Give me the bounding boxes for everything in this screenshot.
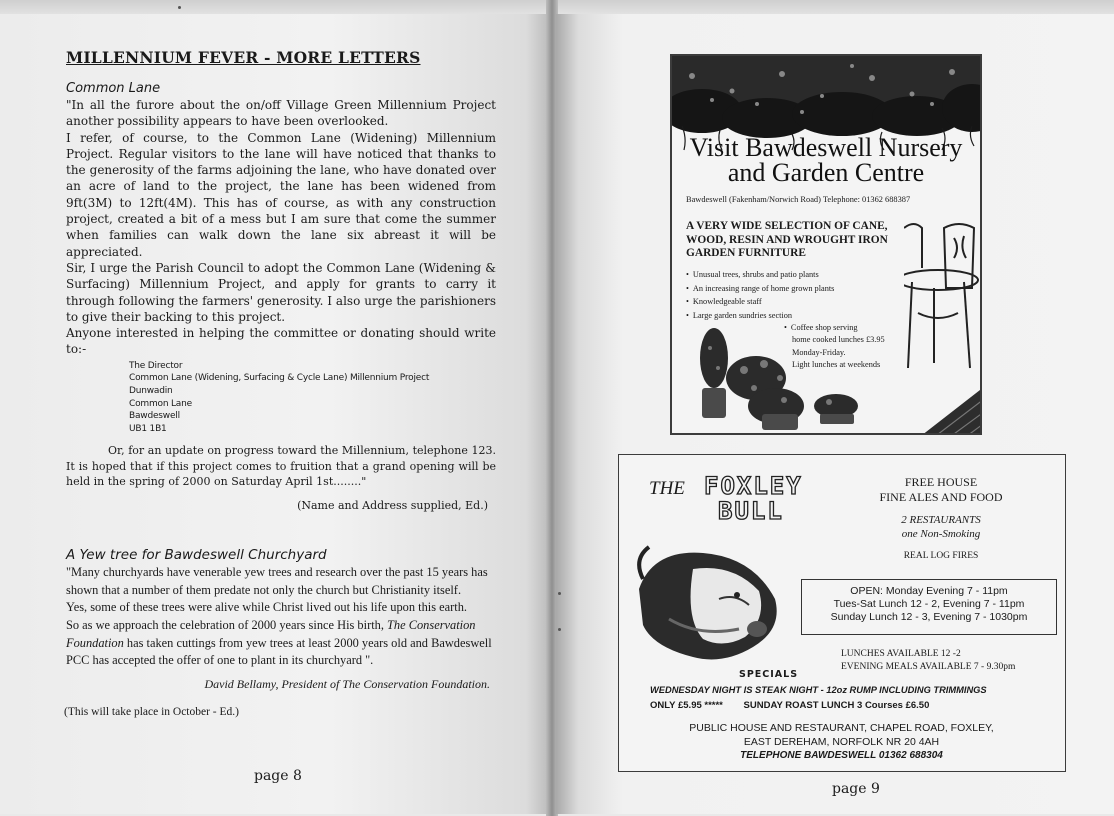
feature-item: • Knowledgeable staff — [686, 295, 834, 309]
text-run: So as we approach the celebration of 2000 years since His birth, — [66, 617, 388, 632]
letter-1-paragraph: "In all the furore about the on/off Village Green Millennium Project another possibility appears to have been overlooked. — [66, 98, 496, 129]
pub-advert — [618, 454, 1066, 772]
price-line — [650, 700, 929, 711]
coffee-line: • Coffee shop serving — [792, 322, 924, 334]
pub-address-line: PUBLIC HOUSE AND RESTAURANT, CHAPEL ROAD, FOXLEY, — [689, 722, 994, 734]
address-line: Common Lane (Widening, Surfacing & Cycle Lane) Millennium Project — [129, 373, 430, 384]
steak-night-offer: WEDNESDAY NIGHT IS STEAK NIGHT - 12oz RUMP INCLUDING TRIMMINGS — [650, 685, 987, 695]
corner-stamp-graphic — [888, 356, 982, 435]
letter-1-paragraph: I refer, of course, to the Common Lane (Widening) Millennium Project. Regular visitors to the lane will have noticed that thanks to the generosity of the farms adjoining the lane, who have donated over an acre of land to the project, the lane has been widened from 9ft(3M) to 12ft(4M). This has of course, as with any construction project, created a bit of a mess but I am sure that come the summer when families can walk down the lane six abreast it will be appreciated. — [66, 130, 496, 259]
pub-name-prefix: THE — [649, 478, 685, 499]
letter-2-paragraph: "Many churchyards have venerable yew trees and research over the past 15 years has shown that a number of them predate not only the church but Christianity itself. — [66, 564, 488, 597]
fine-ales-label: FINE ALES AND FOOD — [879, 490, 1003, 504]
feature-item: • Unusual trees, shrubs and patio plants — [686, 268, 834, 282]
pub-features — [851, 475, 1031, 561]
letter-2-paragraph: Yes, some of these trees were alive while Christ lived out his life upon this earth. — [66, 600, 468, 615]
nursery-headline: A VERY WIDE SELECTION OF CANE, WOOD, RESIN AND WROUGHT IRON GARDEN FURNITURE — [686, 220, 888, 260]
scan-speck — [178, 6, 181, 9]
coffee-line: Monday-Friday. — [792, 347, 846, 357]
sunday-roast-offer: SUNDAY ROAST LUNCH 3 Courses £6.50 — [743, 700, 930, 711]
hours-line: Sunday Lunch 12 - 3, Evening 7 - 1030pm — [830, 611, 1028, 623]
hours-line: OPEN: Monday Evening 7 - 11pm — [850, 585, 1008, 597]
page-number-9: page 9 — [832, 781, 880, 797]
coffee-line: home cooked lunches £3.95 — [792, 335, 885, 345]
letter-1-paragraph: Sir, I urge the Parish Council to adopt the Common Lane (Widening & Surfacing) Millennium Project, and apply for grants to carry it through following the farmers' generosity. I also urge the parishioners to give their backing to this project. — [66, 260, 496, 324]
letter-1-subheading: Common Lane — [66, 81, 161, 96]
evening-meals-line: EVENING MEALS AVAILABLE 7 - 9.30pm — [841, 662, 1016, 672]
letter-2-signature: David Bellamy, President of The Conservation Foundation. — [204, 677, 490, 692]
page-number-8: page 8 — [254, 768, 302, 784]
letter-1-body — [66, 97, 496, 358]
letter-2-paragraph — [66, 617, 496, 670]
scan-speck — [558, 592, 561, 595]
nursery-title-line: Visit Bawdeswell Nursery — [689, 133, 963, 162]
pub-name-bull: BULL — [718, 497, 784, 525]
nursery-address: Bawdeswell (Fakenham/Norwich Road) Telephone: 01362 688387 — [686, 195, 911, 204]
non-smoking-label: one Non-Smoking — [901, 528, 981, 540]
letter-2-subheading: A Yew tree for Bawdeswell Churchyard — [66, 546, 327, 563]
address-line: Dunwadin — [129, 385, 173, 396]
address-line: Common Lane — [129, 398, 192, 409]
bull-head-illustration — [633, 529, 783, 669]
pub-address-line: EAST DEREHAM, NORFOLK NR 20 4AH — [743, 735, 940, 748]
contact-address — [129, 360, 496, 436]
letter-1-signature: (Name and Address supplied, Ed.) — [297, 498, 488, 512]
nursery-advert — [670, 54, 982, 435]
pub-telephone: TELEPHONE BAWDESWELL 01362 688304 — [740, 750, 943, 761]
address-line: UB1 1B1 — [129, 423, 167, 434]
page-8-content — [66, 48, 496, 718]
restaurants-label: 2 RESTAURANTS — [901, 514, 981, 526]
address-line: The Director — [129, 360, 183, 371]
page-heading: MILLENNIUM FEVER - MORE LETTERS — [66, 48, 421, 67]
coffee-line: Light lunches at weekends — [792, 360, 881, 370]
foundation-name: The Conservation Foundation — [66, 617, 476, 650]
pub-address — [619, 722, 1064, 763]
nursery-title-line: and Garden Centre — [727, 158, 925, 187]
free-house-label: FREE HOUSE — [904, 475, 978, 489]
steak-price: ONLY £5.95 ***** — [650, 700, 723, 711]
address-line: Bawdeswell — [129, 411, 180, 422]
meal-times — [841, 648, 1015, 674]
feature-item: • An increasing range of home grown plants — [686, 282, 834, 296]
editor-note: (This will take place in October - Ed.) — [64, 706, 239, 719]
letter-1-closing: Or, for an update on progress toward the Millennium, telephone 123. It is hoped that if this project comes to fruition that a grand opening will be held in the spring of 2000 on Saturday April 1st........" — [66, 444, 496, 489]
lunches-line: LUNCHES AVAILABLE 12 -2 — [841, 649, 961, 659]
specials-heading: SPECIALS — [739, 669, 799, 680]
pub-name-foxley: FOXLEY — [704, 472, 803, 500]
hours-line: Tues-Sat Lunch 12 - 2, Evening 7 - 11pm — [833, 598, 1025, 610]
opening-hours-box — [801, 579, 1057, 635]
log-fires-label: REAL LOG FIRES — [903, 551, 979, 561]
letter-1-paragraph: Anyone interested in helping the committee or donating should write to:- — [66, 326, 496, 357]
scan-speck — [558, 628, 561, 631]
text-run: has taken cuttings from yew trees at least 2000 years old and Bawdeswell PCC has accepted the offer of one to plant in its churchyard ". — [66, 635, 492, 668]
nursery-title — [672, 135, 980, 185]
feature-item: • Large garden sundries section — [686, 309, 834, 323]
letter-2-body — [66, 564, 496, 670]
nursery-features — [686, 268, 834, 322]
